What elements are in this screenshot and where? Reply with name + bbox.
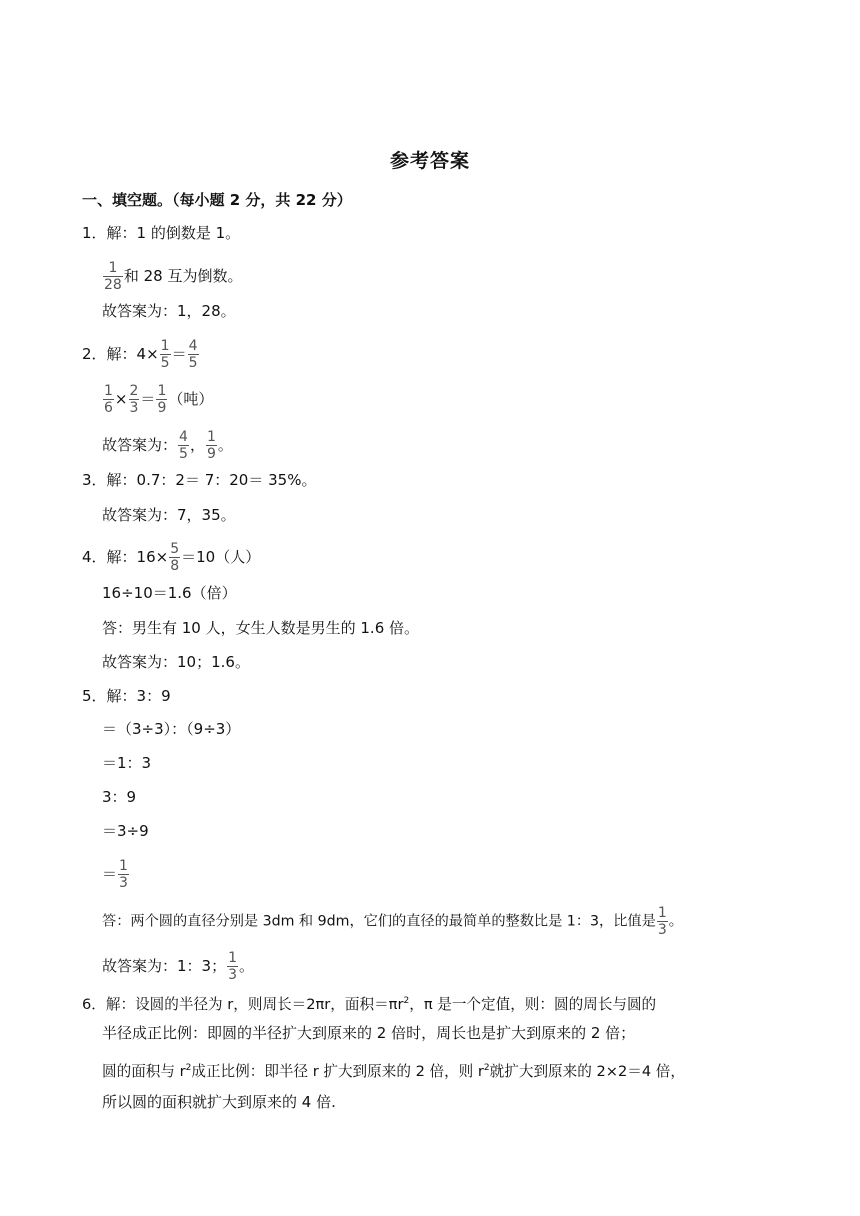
q4-line3: 答：男生有 10 人，女生人数是男生的 1.6 倍。 (102, 619, 420, 637)
q4-line2: 16÷10＝1.6（倍） (102, 584, 237, 602)
q5-line2: ＝（3÷3）：（9÷3） (102, 720, 241, 738)
q5-line3: ＝1：3 (102, 754, 152, 772)
fraction: $\frac{4}{5}$ (188, 338, 198, 371)
q3-answer: 故答案为：7，35。 (102, 506, 236, 524)
q1-line2: $\frac{1}{28}$ 和 28 互为倒数。 (104, 260, 243, 293)
fraction: $\frac{1}{5}$ (160, 338, 170, 371)
q2-line2: $\frac{1}{6}$ × $\frac{2}{3}$ ＝ $\frac{1}{9}$ （吨） (104, 383, 214, 416)
fraction: $\frac{2}{3}$ (129, 383, 139, 416)
q3-line1: 3．解：0.7：2＝ 7：20＝ 35%。 (82, 471, 317, 489)
q5-answer: 故答案为：1：3； $\frac{1}{3}$ 。 (102, 950, 255, 983)
q1-answer: 故答案为：1，28。 (102, 302, 236, 320)
q5-line5: ＝3÷9 (102, 822, 149, 840)
fraction: $\frac{1}{3}$ (228, 950, 238, 983)
q2-line1: 2．解：4× $\frac{1}{5}$ ＝ $\frac{4}{5}$ (82, 338, 198, 371)
q4-line1: 4．解：16× $\frac{5}{8}$ ＝10（人） (82, 541, 261, 574)
q5-line6: ＝ $\frac{1}{3}$ (102, 858, 128, 891)
q6-line1: 6．解：设圆的半径为 r，则周长＝2πr，面积$=\pi r^2$，π 是一个定值，则：圆的周长与圆的 (82, 995, 657, 1013)
fraction: $\frac{1}{28}$ (104, 260, 122, 293)
fraction: $\frac{1}{9}$ (157, 383, 167, 416)
q5-line7: 答：两个圆的直径分别是 3dm 和 9dm，它们的直径的最简单的整数比是 1：3，比值是 $\frac{1}{3}$ 。 (102, 905, 683, 938)
fraction: $\frac{1}{3}$ (119, 858, 128, 891)
fraction: $\frac{5}{8}$ (170, 541, 180, 574)
fraction: $\frac{1}{3}$ (657, 905, 667, 938)
q1-line1: 1．解：1 的倒数是 1。 (82, 224, 241, 242)
q6-line2: 半径成正比例：即圆的半径扩大到原来的 2 倍时，周长也是扩大到原来的 2 倍； (102, 1024, 636, 1042)
q2-answer: 故答案为： $\frac{4}{5}$ ， $\frac{1}{9}$ 。 (102, 429, 233, 462)
q6-line4: 所以圆的面积就扩大到原来的 4 倍. (102, 1093, 336, 1111)
q5-line4: 3：9 (102, 788, 137, 806)
q6-line3: 圆的面积与 $r^2$成正比例：即半径 r 扩大到原来的 2 倍，则 $r^2$就扩大到原来的 2×2＝4 倍， (102, 1062, 685, 1080)
q4-answer: 故答案为：10；1.6。 (102, 653, 250, 671)
fraction: $\frac{4}{5}$ (179, 429, 188, 462)
fraction: $\frac{1}{9}$ (206, 429, 216, 462)
page-title: 参考答案 (389, 150, 470, 172)
q5-line1: 5．解：3：9 (82, 687, 171, 705)
section-heading: 一、填空题。（每小题 2 分，共 22 分） (82, 191, 352, 209)
fraction: $\frac{1}{6}$ (104, 383, 113, 416)
